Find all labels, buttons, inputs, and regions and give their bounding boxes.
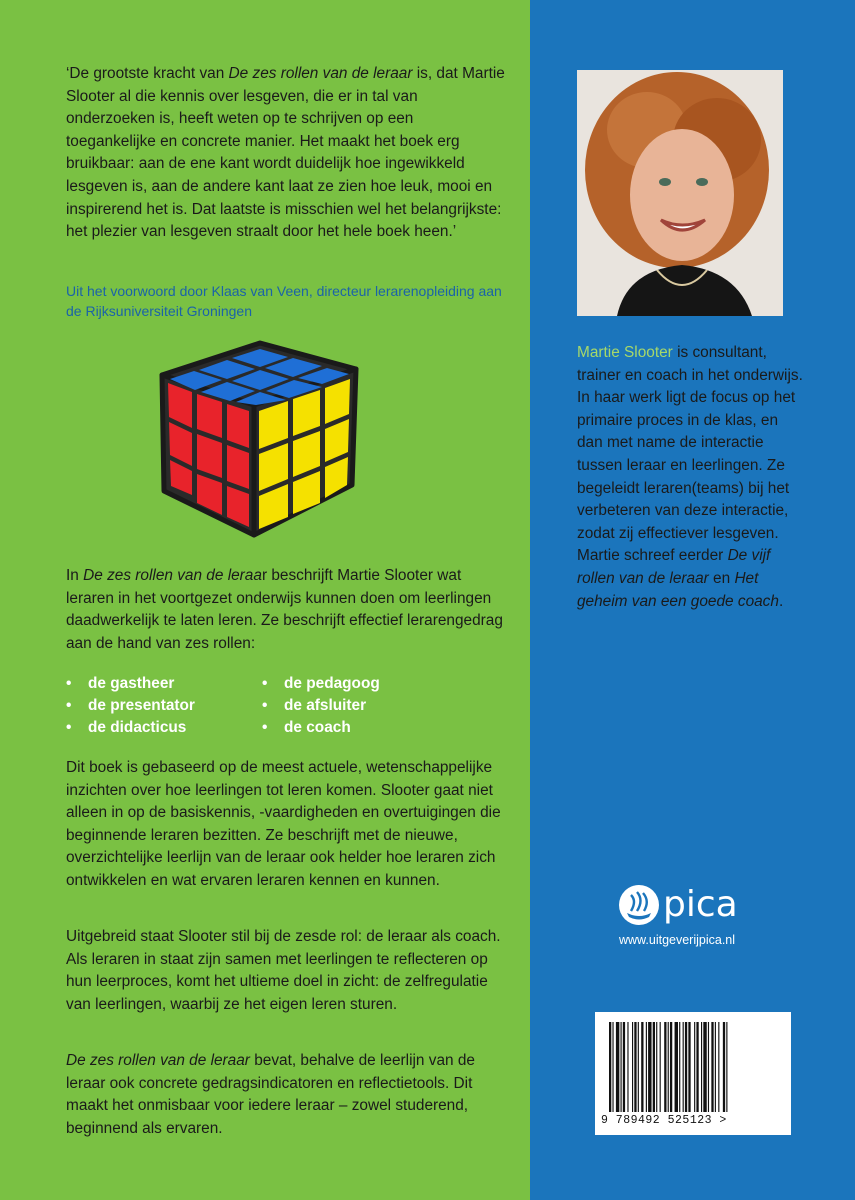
author-bio [577, 342, 807, 613]
role-item: • de coach [262, 719, 351, 736]
role-item: • de presentator [66, 697, 195, 714]
author-name: Martie Slooter [577, 344, 673, 361]
barcode-digits: 9 789492 525123 > [601, 1114, 727, 1127]
author-bio-text: Martie Slooter is consultant, trainer en coach in het onderwijs. In haar werk ligt de focus op het primaire proces in de klas, en dan met name de interactie tussen leraar en leerlingen. Ze begeleidt leraren(teams) bij het verbeteren van deze interactie, zodat zij effectiever lesgeven. [577, 344, 803, 542]
rubiks-cube-image [150, 335, 370, 545]
barcode-bars [609, 1022, 777, 1112]
body-paragraph-2: Uitgebreid staat Slooter stil bij de zesde rol: de leraar als coach. Als leraren in staat zijn samen met leerlingen te reflecteren op hun leerproces, komt het ultieme doel in zicht: de zelfregulatie van leerlingen, waarbij ze het eigen leren sturen. [66, 928, 501, 1013]
author-earlier-works: Martie schreef eerder De vijf rollen van de leraar en Het geheim van een goede coach. [577, 547, 784, 610]
roles-column-right [262, 673, 458, 739]
intro-text: In De zes rollen van de leraar beschrijft Martie Slooter wat leraren in het voortgezet onderwijs kunnen doen om leerlingen daadwerkelijk te laten leren. Ze beschrijft effectief lerarengedrag aan de hand van zes rollen: [66, 567, 503, 652]
quote-text: ‘De grootste kracht van De zes rollen van de leraar is, dat Martie Slooter al die kennis over lesgeven, die er in tal van onderzoeken is, heeft weten op te schrijven op een toegankelijke en concrete manier. Het maakt het boek erg bruikbaar: aan de ene kant wordt duidelijk hoe ingewikkeld lesgeven is, aan de andere kant laat ze zien hoe leuk, mooi en inspirerend het is. Dat laatste is misschien wel het belangrijkste: het plezier van lesgeven straalt door het hele boek heen.’ [66, 65, 505, 241]
publisher-logo [617, 883, 767, 953]
role-item: • de gastheer [66, 675, 175, 692]
publisher-name: pica [663, 884, 738, 925]
ship-icon [617, 883, 661, 927]
publisher-url: www.uitgeverijpica.nl [619, 933, 736, 947]
body-paragraph-1: Dit boek is gebaseerd op de meest actuele, wetenschappelijke inzichten over hoe leerlingen tot leren komen. Slooter gaat niet alleen in op de basiskennis, -vaardigheden en overtuigingen die beginnende leraren bezitten. Ze beschrijft met de nieuwe, overzichtelijke leerlijn van de leraar ook helder hoe leraren zich ontwikkelen en wat ervaren leraren kennen en kunnen. [66, 759, 501, 889]
roles-column-left [66, 673, 262, 739]
role-item: • de afsluiter [262, 697, 367, 714]
body-paragraph-3: De zes rollen van de leraar bevat, behalve de leerlijn van de leraar ook concrete gedragsindicatoren en reflectietools. Dit maakt het onmisbaar voor iedere leraar – zowel studerend, beginnend als ervaren. [66, 1052, 475, 1137]
roles-list [66, 673, 486, 739]
isbn-barcode [595, 1012, 791, 1135]
role-item: • de pedagoog [262, 675, 380, 692]
author-photo [577, 70, 783, 316]
role-item: • de didacticus [66, 719, 187, 736]
quote-attribution: Uit het voorwoord door Klaas van Veen, directeur lerarenopleiding aan de Rijksuniversiteit Groningen [66, 283, 502, 319]
